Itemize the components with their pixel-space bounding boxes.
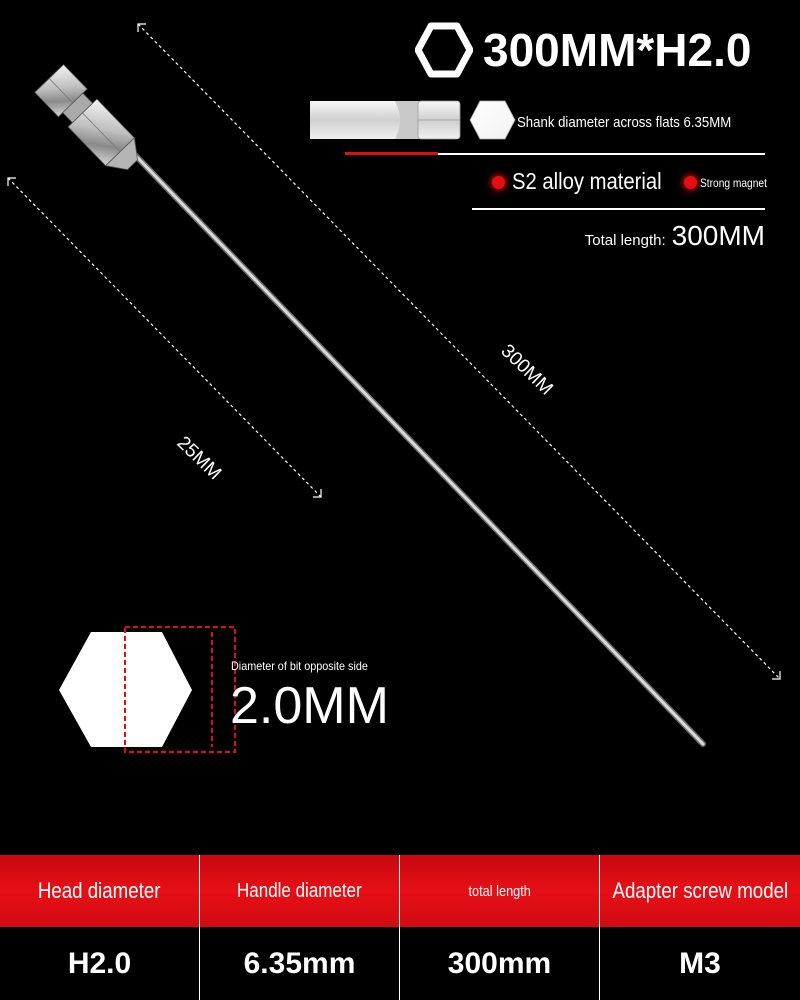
dimension-25-label: 25MM: [172, 432, 226, 485]
spec-header-cell: Adapter screw model: [612, 878, 788, 903]
page-title: 300MM*H2.0: [483, 24, 752, 76]
spec-header-cell: total length: [400, 855, 600, 927]
total-length-value: 300MM: [671, 220, 765, 251]
spec-table-row: [0, 927, 800, 1000]
hex-cross-section: [59, 627, 235, 752]
dimension-arrow-25: [8, 178, 321, 497]
accent-divider: [345, 152, 438, 155]
bullet-dot: [684, 176, 697, 189]
spec-value-cell: H2.0: [0, 927, 200, 1000]
shank-diameter-label: Shank diameter across flats 6.35MM: [517, 114, 732, 131]
spec-header-cell: Handle diameter: [200, 855, 400, 927]
bit-diameter-label: Diameter of bit opposite side: [231, 659, 368, 673]
total-length-row: [585, 220, 765, 252]
magnet-label: Strong magnet: [700, 176, 767, 190]
hexagon-icon: [415, 21, 473, 79]
spec-table-header: [0, 855, 800, 927]
divider-line: [472, 208, 765, 210]
material-label: S2 alloy material: [512, 168, 662, 194]
spec-value-cell: 300mm: [400, 927, 600, 1000]
spec-header-cell: Head diameter: [0, 855, 200, 927]
bullet-dot: [492, 176, 505, 189]
dimension-300-label: 300MM: [496, 340, 557, 400]
bit-diameter-value: 2.0MM: [230, 677, 389, 735]
spec-value-cell: 6.35mm: [200, 927, 400, 1000]
spec-value-cell: M3: [679, 946, 721, 980]
title-block: [415, 20, 751, 80]
shank-profile-image: [310, 101, 515, 139]
bit-shank: [35, 65, 147, 179]
spec-table: [0, 855, 800, 1000]
total-length-label: Total length:: [584, 232, 666, 249]
